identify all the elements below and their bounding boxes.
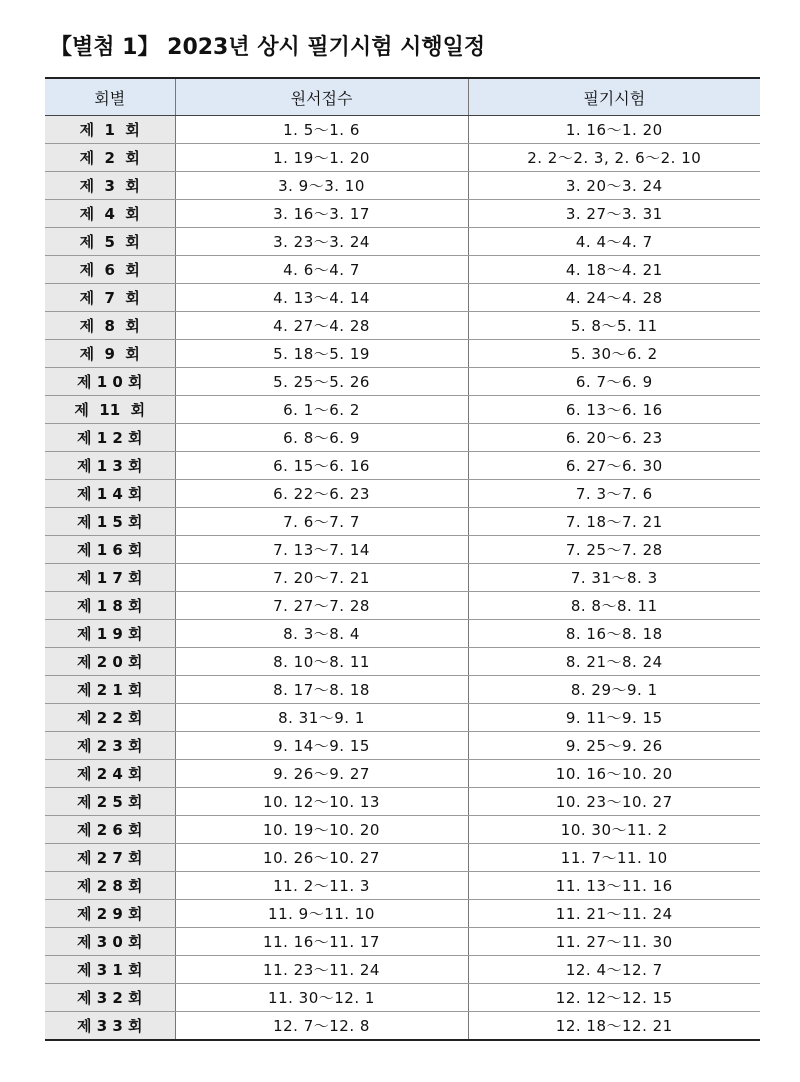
exam-period-cell: 10. 23～10. 27 bbox=[468, 788, 760, 816]
round-cell: 제 8 회 bbox=[45, 312, 175, 340]
application-period-cell: 6. 1～6. 2 bbox=[175, 396, 468, 424]
table-body bbox=[45, 116, 760, 1041]
table-row bbox=[45, 116, 760, 144]
application-period-cell: 11. 23～11. 24 bbox=[175, 956, 468, 984]
table-row bbox=[45, 284, 760, 312]
round-cell: 제 5 회 bbox=[45, 228, 175, 256]
table-row bbox=[45, 564, 760, 592]
application-period-cell: 10. 12～10. 13 bbox=[175, 788, 468, 816]
round-cell: 제 3 0 회 bbox=[45, 928, 175, 956]
round-cell: 제 2 0 회 bbox=[45, 648, 175, 676]
application-period-cell: 11. 9～11. 10 bbox=[175, 900, 468, 928]
application-period-cell: 9. 26～9. 27 bbox=[175, 760, 468, 788]
exam-period-cell: 2. 2～2. 3, 2. 6～2. 10 bbox=[468, 144, 760, 172]
table-row bbox=[45, 984, 760, 1012]
round-cell: 제 2 1 회 bbox=[45, 676, 175, 704]
table-header-row bbox=[45, 78, 760, 116]
exam-period-cell: 12. 12～12. 15 bbox=[468, 984, 760, 1012]
table-row bbox=[45, 760, 760, 788]
round-cell: 제 2 4 회 bbox=[45, 760, 175, 788]
application-period-cell: 6. 15～6. 16 bbox=[175, 452, 468, 480]
round-cell: 제 1 회 bbox=[45, 116, 175, 144]
document-title: 【별첨 1】 2023년 상시 필기시험 시행일정 bbox=[50, 35, 486, 60]
table-row bbox=[45, 172, 760, 200]
exam-period-cell: 11. 7～11. 10 bbox=[468, 844, 760, 872]
application-period-cell: 7. 27～7. 28 bbox=[175, 592, 468, 620]
round-cell: 제 1 6 회 bbox=[45, 536, 175, 564]
application-period-cell: 10. 19～10. 20 bbox=[175, 816, 468, 844]
application-period-cell: 8. 17～8. 18 bbox=[175, 676, 468, 704]
application-period-cell: 9. 14～9. 15 bbox=[175, 732, 468, 760]
table-row bbox=[45, 732, 760, 760]
round-cell: 제 2 8 회 bbox=[45, 872, 175, 900]
application-period-cell: 7. 20～7. 21 bbox=[175, 564, 468, 592]
application-period-cell: 11. 16～11. 17 bbox=[175, 928, 468, 956]
table-row bbox=[45, 228, 760, 256]
application-period-cell: 8. 31～9. 1 bbox=[175, 704, 468, 732]
exam-period-cell: 6. 7～6. 9 bbox=[468, 368, 760, 396]
exam-period-cell: 3. 27～3. 31 bbox=[468, 200, 760, 228]
exam-period-cell: 7. 3～7. 6 bbox=[468, 480, 760, 508]
round-cell: 제 1 2 회 bbox=[45, 424, 175, 452]
exam-period-cell: 7. 18～7. 21 bbox=[468, 508, 760, 536]
table-row bbox=[45, 816, 760, 844]
application-period-cell: 8. 3～8. 4 bbox=[175, 620, 468, 648]
exam-period-cell: 8. 16～8. 18 bbox=[468, 620, 760, 648]
exam-period-cell: 1. 16～1. 20 bbox=[468, 116, 760, 144]
application-period-cell: 6. 22～6. 23 bbox=[175, 480, 468, 508]
application-period-cell: 7. 6～7. 7 bbox=[175, 508, 468, 536]
exam-period-cell: 6. 20～6. 23 bbox=[468, 424, 760, 452]
table-row bbox=[45, 1012, 760, 1041]
exam-period-cell: 10. 16～10. 20 bbox=[468, 760, 760, 788]
application-period-cell: 3. 9～3. 10 bbox=[175, 172, 468, 200]
application-period-cell: 4. 6～4. 7 bbox=[175, 256, 468, 284]
round-cell: 제 1 4 회 bbox=[45, 480, 175, 508]
exam-period-cell: 8. 8～8. 11 bbox=[468, 592, 760, 620]
application-period-cell: 3. 23～3. 24 bbox=[175, 228, 468, 256]
exam-period-cell: 12. 4～12. 7 bbox=[468, 956, 760, 984]
exam-period-cell: 6. 13～6. 16 bbox=[468, 396, 760, 424]
header-round: 회별 bbox=[45, 78, 175, 116]
round-cell: 제 2 2 회 bbox=[45, 704, 175, 732]
table-row bbox=[45, 396, 760, 424]
table-row bbox=[45, 368, 760, 396]
exam-period-cell: 12. 18～12. 21 bbox=[468, 1012, 760, 1041]
exam-period-cell: 5. 8～5. 11 bbox=[468, 312, 760, 340]
table-row bbox=[45, 452, 760, 480]
exam-period-cell: 8. 29～9. 1 bbox=[468, 676, 760, 704]
exam-period-cell: 3. 20～3. 24 bbox=[468, 172, 760, 200]
table-row bbox=[45, 676, 760, 704]
application-period-cell: 4. 27～4. 28 bbox=[175, 312, 468, 340]
table-row bbox=[45, 200, 760, 228]
exam-period-cell: 9. 11～9. 15 bbox=[468, 704, 760, 732]
round-cell: 제 1 3 회 bbox=[45, 452, 175, 480]
application-period-cell: 12. 7～12. 8 bbox=[175, 1012, 468, 1041]
header-application: 원서접수 bbox=[175, 78, 468, 116]
table-row bbox=[45, 592, 760, 620]
application-period-cell: 3. 16～3. 17 bbox=[175, 200, 468, 228]
application-period-cell: 8. 10～8. 11 bbox=[175, 648, 468, 676]
application-period-cell: 1. 19～1. 20 bbox=[175, 144, 468, 172]
round-cell: 제 2 5 회 bbox=[45, 788, 175, 816]
table-row bbox=[45, 536, 760, 564]
round-cell: 제 11 회 bbox=[45, 396, 175, 424]
exam-period-cell: 11. 13～11. 16 bbox=[468, 872, 760, 900]
table-row bbox=[45, 900, 760, 928]
round-cell: 제 1 0 회 bbox=[45, 368, 175, 396]
round-cell: 제 9 회 bbox=[45, 340, 175, 368]
table-row bbox=[45, 144, 760, 172]
exam-period-cell: 7. 31～8. 3 bbox=[468, 564, 760, 592]
header-written-exam: 필기시험 bbox=[468, 78, 760, 116]
table-row bbox=[45, 340, 760, 368]
application-period-cell: 11. 2～11. 3 bbox=[175, 872, 468, 900]
round-cell: 제 7 회 bbox=[45, 284, 175, 312]
table-row bbox=[45, 928, 760, 956]
exam-period-cell: 10. 30～11. 2 bbox=[468, 816, 760, 844]
application-period-cell: 11. 30～12. 1 bbox=[175, 984, 468, 1012]
round-cell: 제 6 회 bbox=[45, 256, 175, 284]
application-period-cell: 10. 26～10. 27 bbox=[175, 844, 468, 872]
table-row bbox=[45, 256, 760, 284]
exam-period-cell: 11. 21～11. 24 bbox=[468, 900, 760, 928]
table-row bbox=[45, 312, 760, 340]
table-row bbox=[45, 424, 760, 452]
round-cell: 제 4 회 bbox=[45, 200, 175, 228]
table-row bbox=[45, 648, 760, 676]
table-row bbox=[45, 872, 760, 900]
exam-period-cell: 7. 25～7. 28 bbox=[468, 536, 760, 564]
exam-period-cell: 11. 27～11. 30 bbox=[468, 928, 760, 956]
exam-period-cell: 6. 27～6. 30 bbox=[468, 452, 760, 480]
exam-period-cell: 8. 21～8. 24 bbox=[468, 648, 760, 676]
round-cell: 제 2 9 회 bbox=[45, 900, 175, 928]
round-cell: 제 2 3 회 bbox=[45, 732, 175, 760]
application-period-cell: 4. 13～4. 14 bbox=[175, 284, 468, 312]
round-cell: 제 1 8 회 bbox=[45, 592, 175, 620]
application-period-cell: 7. 13～7. 14 bbox=[175, 536, 468, 564]
table-row bbox=[45, 788, 760, 816]
table-row bbox=[45, 704, 760, 732]
table-row bbox=[45, 956, 760, 984]
application-period-cell: 5. 25～5. 26 bbox=[175, 368, 468, 396]
application-period-cell: 5. 18～5. 19 bbox=[175, 340, 468, 368]
table-row bbox=[45, 480, 760, 508]
exam-schedule-table bbox=[45, 77, 760, 1041]
exam-period-cell: 4. 18～4. 21 bbox=[468, 256, 760, 284]
round-cell: 제 1 5 회 bbox=[45, 508, 175, 536]
application-period-cell: 6. 8～6. 9 bbox=[175, 424, 468, 452]
exam-period-cell: 4. 4～4. 7 bbox=[468, 228, 760, 256]
exam-period-cell: 5. 30～6. 2 bbox=[468, 340, 760, 368]
round-cell: 제 1 7 회 bbox=[45, 564, 175, 592]
round-cell: 제 1 9 회 bbox=[45, 620, 175, 648]
round-cell: 제 3 3 회 bbox=[45, 1012, 175, 1041]
round-cell: 제 3 1 회 bbox=[45, 956, 175, 984]
table-row bbox=[45, 620, 760, 648]
round-cell: 제 2 회 bbox=[45, 144, 175, 172]
round-cell: 제 2 7 회 bbox=[45, 844, 175, 872]
exam-period-cell: 4. 24～4. 28 bbox=[468, 284, 760, 312]
table-row bbox=[45, 508, 760, 536]
table-row bbox=[45, 844, 760, 872]
exam-period-cell: 9. 25～9. 26 bbox=[468, 732, 760, 760]
application-period-cell: 1. 5～1. 6 bbox=[175, 116, 468, 144]
round-cell: 제 3 2 회 bbox=[45, 984, 175, 1012]
round-cell: 제 2 6 회 bbox=[45, 816, 175, 844]
round-cell: 제 3 회 bbox=[45, 172, 175, 200]
